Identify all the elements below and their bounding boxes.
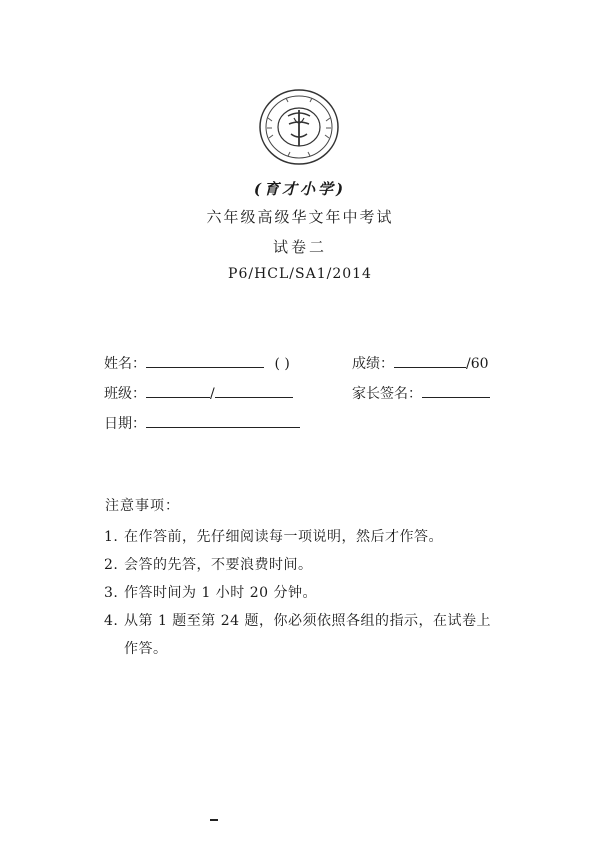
date-label: 日期： [104,416,146,432]
name-label: 姓名： [104,356,146,372]
paper-label: 试卷二 [272,238,327,256]
score-field [352,353,489,373]
paper-code: P6/HCL/SA1/2014 [228,266,372,282]
score-total: /60 [466,356,489,372]
school-seal-icon [258,88,340,166]
page-mark [210,819,218,821]
parent-signature-line[interactable] [422,385,490,398]
notice-item [104,554,313,574]
exam-title: 六年级高级华文年中考试 [206,208,394,226]
notice-item [104,526,443,546]
notice-item-text: 作答时间为 1 小时 20 分钟。 [124,585,318,601]
notice-item-text: 在作答前，先仔细阅读每一项说明，然后才作答。 [124,529,443,545]
notice-item-continuation: 作答。 [124,641,168,657]
notice-item-number: 4. [104,613,119,629]
class-label: 班级： [104,386,146,402]
notice-title: 注意事项： [105,498,180,514]
register-number-paren: ( ) [274,356,290,372]
notice-item-text: 会答的先答，不要浪费时间。 [124,557,313,573]
class-separator: / [210,386,215,402]
notice-item-number: 3. [104,585,119,601]
parent-signature-label: 家长签名： [352,386,422,402]
class-field [104,383,293,403]
date-line[interactable] [146,415,300,428]
notice-item-number: 2. [104,557,119,573]
date-field [104,413,300,433]
class-number-line[interactable] [215,385,293,398]
score-label: 成绩： [352,356,394,372]
notice-item-number: 1. [104,529,119,545]
notice-item [104,610,491,630]
name-field [104,353,290,373]
school-name: (育才小学) [253,180,347,198]
class-line[interactable] [146,385,210,398]
name-line[interactable] [146,355,264,368]
notice-item [104,582,317,602]
notice-item-text: 从第 1 题至第 24 题，你必须依照各组的指示，在试卷上 [124,613,492,629]
score-line[interactable] [394,355,466,368]
parent-signature-field [352,383,490,403]
